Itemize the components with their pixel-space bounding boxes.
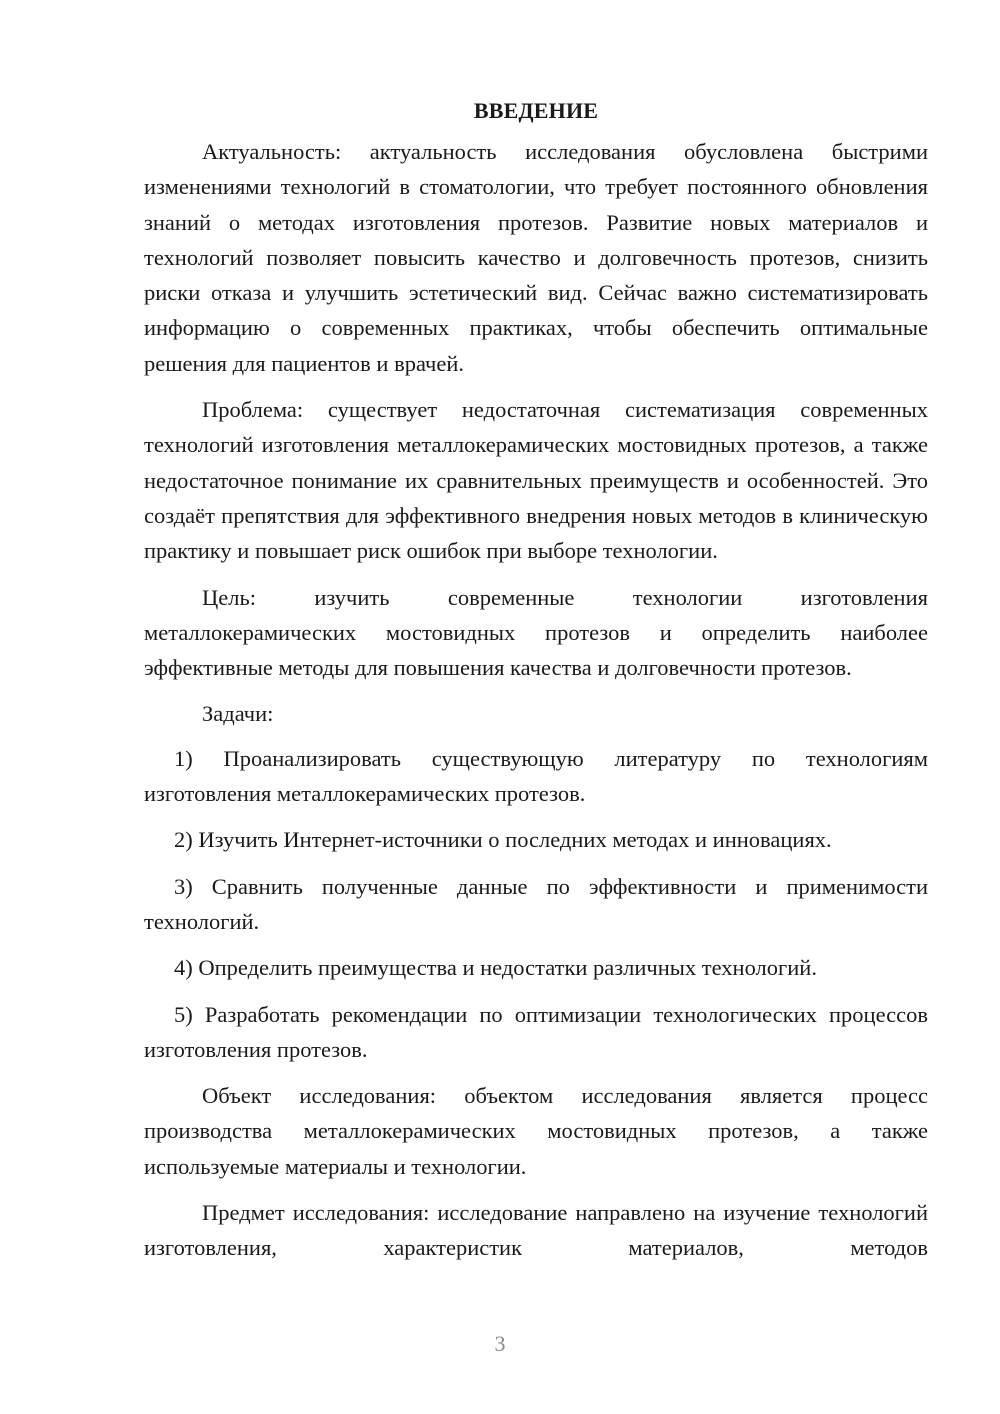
page-title: ВВЕДЕНИЕ [473, 98, 599, 123]
task-item-4: 4) Определить преимущества и недостатки различных технологий. [174, 955, 817, 981]
task-item-2: 2) Изучить Интернет-источники о последних методах и инновациях. [174, 827, 832, 853]
problem-paragraph: Проблема: существует недостаточная систематизация современных технологий изготовления металлокерамических мостовидных протезов, а также недостаточное понимание их сравнительных преимуществ и особенностей. Это создаёт препятствия для эффективного внедрения новых методов в клиническую практику и повышает риск ошибок при выборе технологии. [144, 397, 928, 564]
tasks-heading: Задачи: [202, 701, 274, 727]
subject-paragraph: Предмет исследования: исследование направлено на изучение технологий изготовления, характеристик материалов, методов [144, 1200, 928, 1261]
page-content [144, 93, 928, 1277]
task-item-3: 3) Сравнить полученные данные по эффективности и применимости технологий. [144, 873, 928, 934]
task-item-5: 5) Разработать рекомендации по оптимизации технологических процессов изготовления протезов. [144, 1001, 928, 1062]
task-item-1: 1) Проанализировать существующую литературу по технологиям изготовления металлокерамических протезов. [144, 745, 928, 807]
page-number: 3 [494, 1331, 506, 1356]
goal-paragraph: Цель: изучить современные технологии изготовления металлокерамических мостовидных протезов и определить наиболее эффективные методы для повышения качества и долговечности протезов. [144, 584, 928, 681]
relevance-paragraph: Актуальность: актуальность исследования обусловлена быстрими изменениями технологий в стоматологии, что требует постоянного обновления знаний о методах изготовления протезов. Развитие новых материалов и технологий позволяет повысить качество и долговечность протезов, снизить риски отказа и улучшить эстетический вид. Сейчас важно систематизировать информацию о современных практиках, чтобы обеспечить оптимальные решения для пациентов и врачей. [144, 139, 928, 376]
object-paragraph: Объект исследования: объектом исследования является процесс производства металлокерамических мостовидных протезов, а также используемые материалы и технологии. [144, 1083, 928, 1179]
